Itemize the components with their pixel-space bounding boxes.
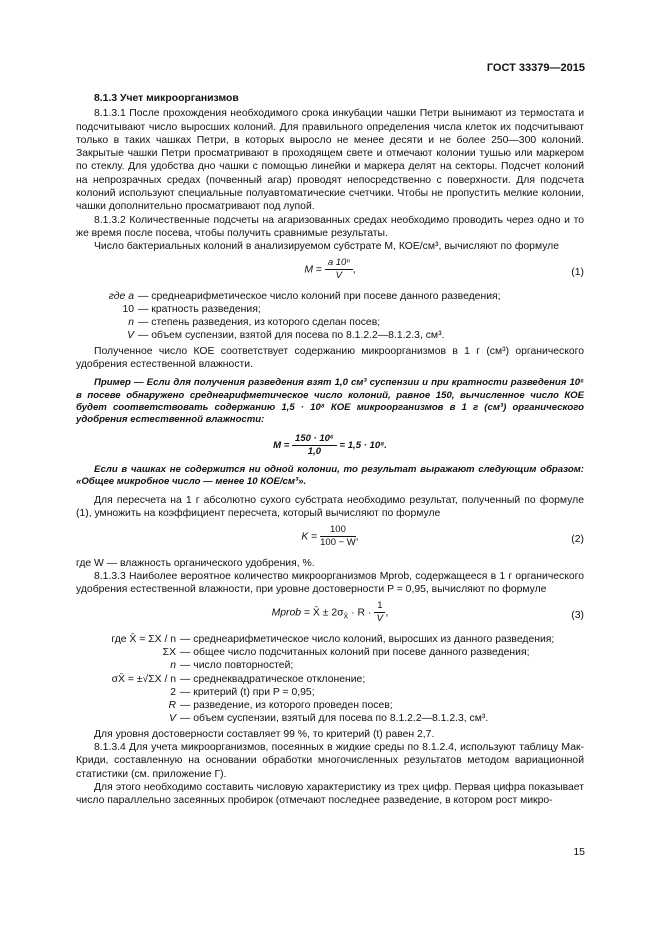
example-no-colonies: Если в чашках не содержится ни одной колонии, то результат выражают следующим образом: «Общее микробное число — менее 10 КОЕ/см³».	[76, 463, 584, 487]
formula-1: M = $\frac{\text{a 10ⁿ}}{V}$ , (1)	[304, 256, 584, 281]
definition-row: σX̄ = ±√ΣX / n — среднеквадратическое отклонение;	[111, 673, 366, 685]
paragraph-8-1-3-2: 8.1.3.2 Количественные подсчеты на агаризованных средах необходимо проводить через одно и то же время после посева, чтобы получить сравнимые результаты.	[76, 214, 584, 239]
definition-row: n — степень разведения, из которого сделан посев;	[128, 317, 381, 329]
example-note: Пример — Если для получения разведения взят 1,0 см³ суспензии и при кратности разведения 10⁶ в посеве обнаружено среднеарифметическое число колоний, равное 150, вычисленное число КОЕ будет соответствовать содержанию 1,5 · 10⁸ КОЕ микроорганизмов в 1 г (см³) органического удобрения естественной влажности:	[76, 377, 584, 426]
page-number: 15	[573, 846, 585, 858]
formula-1-number: (1)	[571, 266, 584, 278]
paragraph-kfu-note: Полученное число КОЕ соответствует содержанию микроорганизмов в 1 г (см³) органического удобрения естественной влажности.	[76, 345, 584, 371]
formula-3-number: (3)	[571, 609, 584, 621]
paragraph-w-def: где W — влажность органического удобрения, %.	[76, 557, 315, 569]
standard-header: ГОСТ 33379—2015	[486, 62, 585, 74]
section-heading: 8.1.3 Учет микроорганизмов	[94, 93, 239, 104]
paragraph-numeric-characteristic: Для этого необходимо составить числовую характеристику из трех цифр. Первая цифра показывает число параллельно засеянных пробирок (отмечают последнее разведение, в котором рост микро-	[76, 781, 584, 807]
paragraph-8-1-3-4: 8.1.3.4 Для учета микроорганизмов, посеянных в жидкие среды по 8.1.2.4, используют таблицу Мак-Криди, составленную на основании обработки многочисленных результатов методом вариационной статистики (см. приложение Г).	[76, 741, 584, 780]
definition-row: n — число повторностей;	[170, 660, 294, 672]
document-body	[76, 92, 584, 807]
formula-1-definitions	[76, 290, 584, 343]
paragraph-confidence-99: Для уровня достоверности составляет 99 %, то критерий (t) равен 2,7.	[94, 728, 435, 740]
formula-2: K = $\frac{100}{100 - W}$ , (2)	[301, 523, 584, 548]
formula-2-number: (2)	[571, 533, 584, 545]
formula-3: Mprob = X̄ ± $2\sigma_{X̄} \cdot R$ · $\frac{1}{V}$ , (3)	[271, 599, 584, 624]
definition-row: 10 — кратность разведения;	[122, 303, 261, 315]
formula-3-definitions	[66, 633, 584, 726]
definition-row: V — объем суспензии, взятый для посева по 8.1.2.2—8.1.2.3, см³.	[169, 713, 489, 725]
paragraph-8-1-3-3: 8.1.3.3 Наиболее вероятное количество микроорганизмов Mprob, содержащееся в 1 г органического удобрения естественной влажности, при уровне достоверности P = 0,95, вычисляют по формуле	[76, 571, 584, 596]
definition-row: 2 — критерий (t) при P = 0,95;	[170, 686, 315, 698]
definition-row: где a — среднеарифметическое число колоний при посеве данного разведения;	[108, 290, 501, 302]
definition-row: ΣX — общее число подсчитанных колоний при посеве данного разведения;	[162, 646, 530, 658]
definition-row: где X̄ = ΣX / n — среднеарифметическое число колоний, выросших из данного разведения;	[111, 633, 555, 645]
paragraph-formula1-intro: Число бактериальных колоний в анализируемом субстрате M, КОЕ/см³, вычисляют по формуле	[94, 241, 560, 253]
definition-row: R — разведение, из которого проведен посев;	[168, 700, 393, 712]
paragraph-dry-recalc: Для пересчета на 1 г абсолютно сухого субстрата необходимо результат, полученный по формуле (1), умножить на коэффициент пересчета, который вычисляют по формуле	[76, 495, 584, 520]
definition-row: V — объем суспензии, взятой для посева по 8.1.2.2—8.1.2.3, см³.	[127, 330, 445, 342]
paragraph-8-1-3-1: 8.1.3.1 После прохождения необходимого срока инкубации чашки Петри вынимают из термостата и подсчитывают число выросших колоний. Для правильного определения числа клеток их подсчитывают только в таких чашках Петри, в которых выросло не менее десяти и не более 250—300 колоний. Закрытые чашки Петри просматривают в проходящем свете и отмечают колонии тушью или маркером по стеклу. Для удобства дно чашки с помощью линейки и маркера делят на секторы. Подсчет колоний на непрозрачных средах (почвенный агар) проводят непосредственно с поверхности. Для подсчета колоний используют специальные полуавтоматические счетчики. Чтобы не пропустить мелкие колонии, чашки дополнительно просматривают под лупой.	[76, 108, 584, 213]
example-formula: M = $\frac{\text{150 · 10⁶}}{1,0}$ = 1,5 · 10⁸.	[273, 432, 387, 457]
